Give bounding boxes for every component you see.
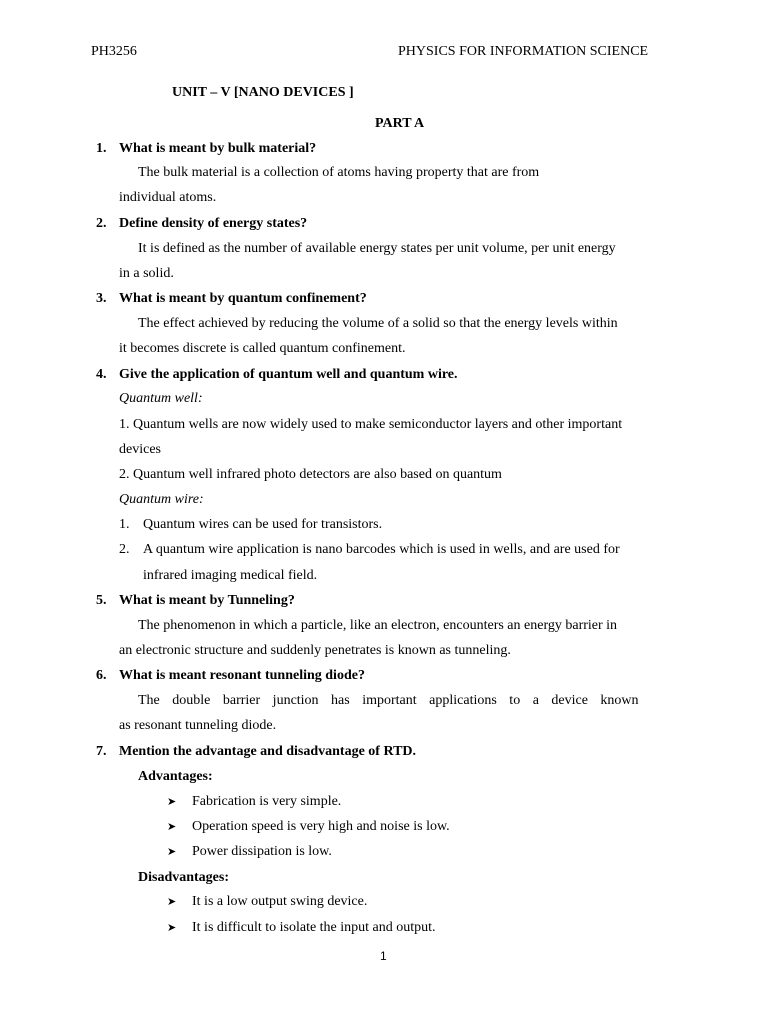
question-text: What is meant by Tunneling? (119, 593, 295, 608)
answer-line: It is defined as the number of available energy states per unit volume, per unit energy (138, 241, 616, 256)
arrow-bullet-icon: ➤ (167, 845, 177, 858)
answer-line: in a solid. (119, 266, 174, 281)
subheading-advantages: Advantages: (138, 769, 213, 784)
answer-line: 2. Quantum well infrared photo detectors are also based on quantum (119, 467, 502, 482)
subheading-quantum-well: Quantum well: (119, 391, 203, 406)
list-item: It is difficult to isolate the input and output. (192, 920, 436, 935)
list-number: 2. (119, 542, 130, 557)
question-text: Give the application of quantum well and quantum wire. (119, 367, 458, 382)
list-item: Power dissipation is low. (192, 844, 332, 859)
answer-line: individual atoms. (119, 190, 217, 205)
answer-line: Quantum wires can be used for transistors. (143, 517, 383, 532)
question-text: What is meant by bulk material? (119, 141, 317, 156)
question-number: 7. (96, 744, 107, 759)
page-number: 1 (380, 949, 387, 963)
course-title: PHYSICS FOR INFORMATION SCIENCE (398, 44, 649, 59)
answer-line: infrared imaging medical field. (143, 568, 318, 583)
list-item: Fabrication is very simple. (192, 794, 342, 809)
answer-line: The bulk material is a collection of atoms having property that are from (138, 165, 540, 180)
arrow-bullet-icon: ➤ (167, 895, 177, 908)
answer-line: an electronic structure and suddenly penetrates is known as tunneling. (119, 643, 511, 658)
answer-line: devices (119, 442, 161, 457)
list-number: 1. (119, 517, 130, 532)
part-title: PART A (375, 116, 425, 131)
question-number: 1. (96, 141, 107, 156)
answer-line: 1. Quantum wells are now widely used to make semiconductor layers and other important (119, 417, 623, 432)
unit-title: UNIT – V [NANO DEVICES ] (172, 85, 354, 100)
question-text: Mention the advantage and disadvantage of RTD. (119, 744, 417, 759)
question-text: What is meant by quantum confinement? (119, 291, 367, 306)
question-number: 2. (96, 216, 107, 231)
answer-line: A quantum wire application is nano barcodes which is used in wells, and are used for (143, 542, 620, 557)
answer-line: as resonant tunneling diode. (119, 718, 277, 733)
list-item: Operation speed is very high and noise is low. (192, 819, 450, 834)
question-number: 3. (96, 291, 107, 306)
subheading-disadvantages: Disadvantages: (138, 870, 230, 885)
list-item: It is a low output swing device. (192, 894, 368, 909)
question-number: 4. (96, 367, 107, 382)
arrow-bullet-icon: ➤ (167, 921, 177, 934)
question-text: What is meant resonant tunneling diode? (119, 668, 365, 683)
question-text: Define density of energy states? (119, 216, 308, 231)
answer-line: it becomes discrete is called quantum confinement. (119, 341, 406, 356)
answer-line: The double barrier junction has important applications to a device known (138, 693, 639, 708)
course-code: PH3256 (91, 44, 137, 59)
answer-line: The phenomenon in which a particle, like an electron, encounters an energy barrier in (138, 618, 618, 633)
question-number: 5. (96, 593, 107, 608)
answer-line: The effect achieved by reducing the volume of a solid so that the energy levels within (138, 316, 618, 331)
arrow-bullet-icon: ➤ (167, 820, 177, 833)
subheading-quantum-wire: Quantum wire: (119, 492, 204, 507)
question-number: 6. (96, 668, 107, 683)
arrow-bullet-icon: ➤ (167, 795, 177, 808)
